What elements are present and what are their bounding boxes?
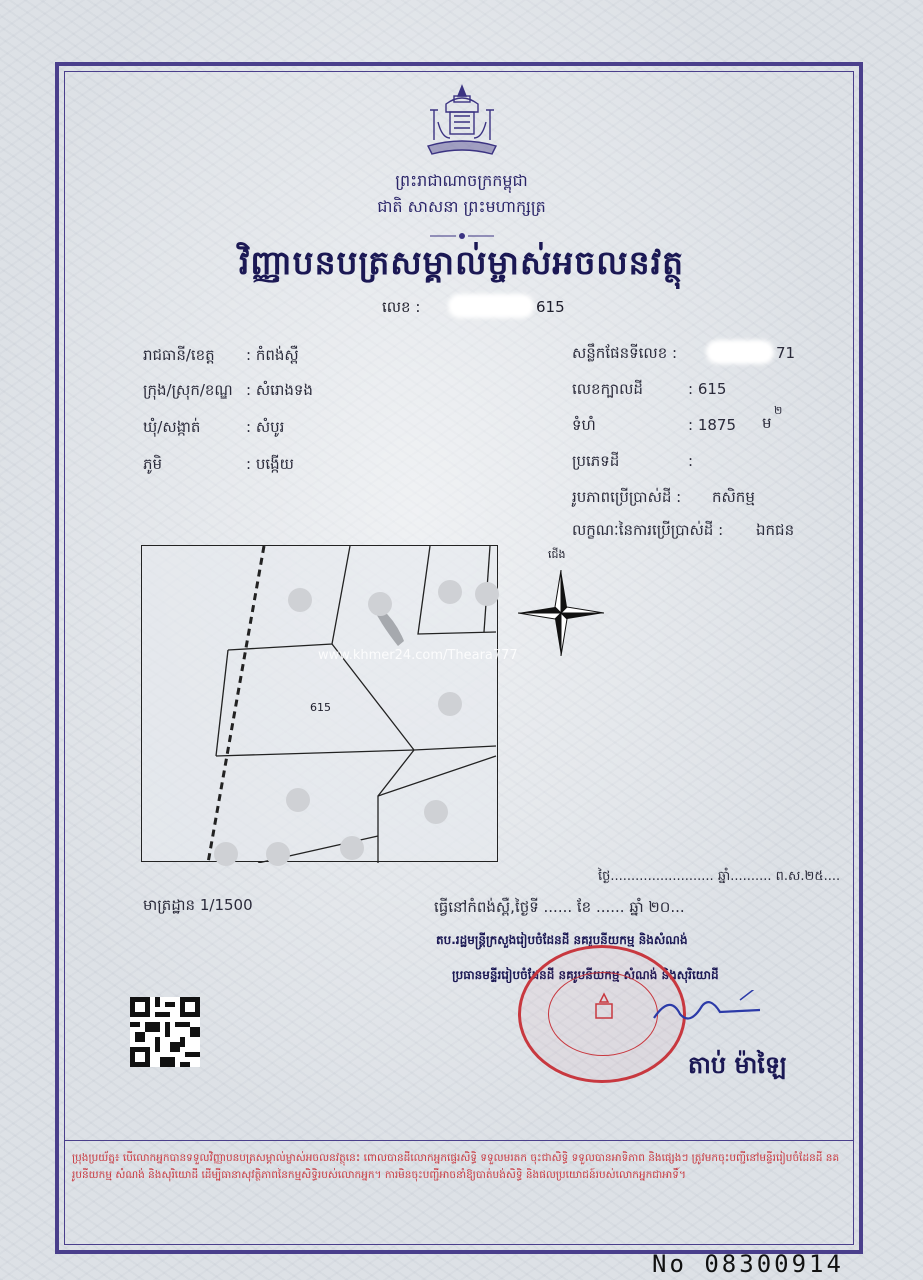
note-divider (64, 1140, 854, 1142)
certificate-number-value: 615 (536, 298, 565, 316)
commune-label: ឃុំ/សង្កាត់ (143, 418, 201, 436)
royal-emblem-icon (420, 82, 504, 162)
ownership-type-label: លក្ខណៈនៃការប្រើប្រាស់ដី : (572, 521, 724, 539)
signatory-line-1: តប.រដ្ឋមន្ត្រីក្រសួងរៀបចំដែនដី នគរូបនីយកម្ម និងសំណង់ (436, 933, 688, 947)
redaction-dot (266, 842, 290, 866)
ownership-type-value: ឯកជន (756, 521, 795, 539)
land-use-label: រូបភាពប្រើប្រាស់ដី : (572, 488, 682, 506)
parcel-label: 615 (310, 701, 331, 714)
certificate-title: វិញ្ញាបនបត្រសម្គាល់ម្ចាស់អចលនវត្ថុ (238, 243, 685, 282)
village-label: ភូមិ (143, 455, 163, 473)
serial-number: No 08300914 (652, 1250, 844, 1278)
district-label: ក្រុង/ស្រុក/ខណ្ឌ (143, 381, 233, 399)
redaction-dot (340, 836, 364, 860)
village-value: : បង្កើយ (246, 455, 294, 473)
parcel-number-value: : 615 (688, 380, 727, 398)
signatory-line-2: ប្រធានមន្ទីររៀបចំដែនដី នគរូបនីយកម្ម សំណង់ និងសុរិយោដី (452, 968, 719, 982)
watermark-text: www.khmer24.com/Theara777 (318, 648, 518, 663)
north-label: ជើង (548, 548, 566, 561)
redaction-dot (424, 800, 448, 824)
signature-icon (650, 990, 770, 1030)
redaction-mark (448, 294, 534, 318)
ornament-divider-icon (430, 232, 494, 240)
compass-rose-icon (518, 570, 604, 656)
land-type-label: ប្រភេទដី (572, 452, 620, 470)
parcel-number-label: លេខក្បាលដី (572, 380, 643, 398)
redaction-dot (214, 842, 238, 866)
redaction-dot (438, 580, 462, 604)
land-use-value: កសិកម្ម (712, 488, 755, 506)
redaction-dot (286, 788, 310, 812)
area-value: : 1875 (688, 416, 736, 434)
redaction-dot (438, 692, 462, 716)
redaction-mark (706, 340, 774, 364)
lunar-date: ថ្ងៃ......................... ឆ្នាំ.......... ព.ស.២៥.... (598, 869, 841, 884)
redaction-dot (288, 588, 312, 612)
solar-date: ធ្វើនៅកំពង់ស្ពឺ,ថ្ងៃទី ...... ខែ ...... ឆ្នាំ ២០... (434, 898, 685, 916)
area-unit-superscript: ២ (774, 404, 783, 417)
map-sheet-label: សន្លឹកផែនទីលេខ : (572, 344, 678, 362)
area-label: ទំហំ (572, 416, 596, 434)
land-type-value: : (688, 452, 694, 470)
redaction-dot (475, 582, 499, 606)
province-value: : កំពង់ស្ពឺ (246, 346, 299, 364)
district-value: : សំរោងទង (246, 381, 313, 399)
signatory-name: តាប់ ម៉ាឡៃ (688, 1051, 787, 1079)
parcel-map (141, 545, 498, 862)
certificate-number-label: លេខ : (382, 298, 421, 316)
redaction-dot (368, 592, 392, 616)
seal-emblem-icon (586, 992, 622, 1022)
motto-heading: ជាតិ សាសនា ព្រះមហាក្សត្រ (377, 197, 546, 216)
province-label: រាជធានី/ខេត្ត (143, 346, 215, 364)
map-scale: មាត្រដ្ឋាន 1/1500 (143, 896, 253, 914)
map-sheet-value: 71 (776, 344, 796, 362)
commune-value: : សំបូរ (246, 418, 285, 436)
area-unit: ម (762, 414, 772, 432)
kingdom-heading: ព្រះរាជាណាចក្រកម្ពុជា (395, 171, 528, 190)
qr-code-icon (130, 997, 200, 1067)
warning-note: ប្រុងប្រយ័ត្ន៖ បើលោកអ្នកបានទទួលវិញ្ញាបនបត្រសម្គាល់ម្ចាស់អចលនវត្ថុនេះ ពោលបានដីលោកអ្នកផ្ទេរសិទ្ធិ ទទួលមរតក ចុះជាសិទ្ធិ ទទួលបានអាទិភាព និងផ្សេងៗ ត្រូវមកចុះបញ្ជីនៅមន្ទីររៀបចំដែនដី នគរូបនីយកម្ម សំណង់ និងសុរិយោដី ដើម្បីធានាសុវត្ថិភាពនៃកម្មសិទ្ធិរបស់លោកអ្នក។ ការមិនចុះបញ្ជីអាចនាំឱ្យបាត់បង់សិទ្ធិ និងផលប្រយោជន៍របស់លោកអ្នកជាអាទិ៍។ (72, 1152, 840, 1181)
